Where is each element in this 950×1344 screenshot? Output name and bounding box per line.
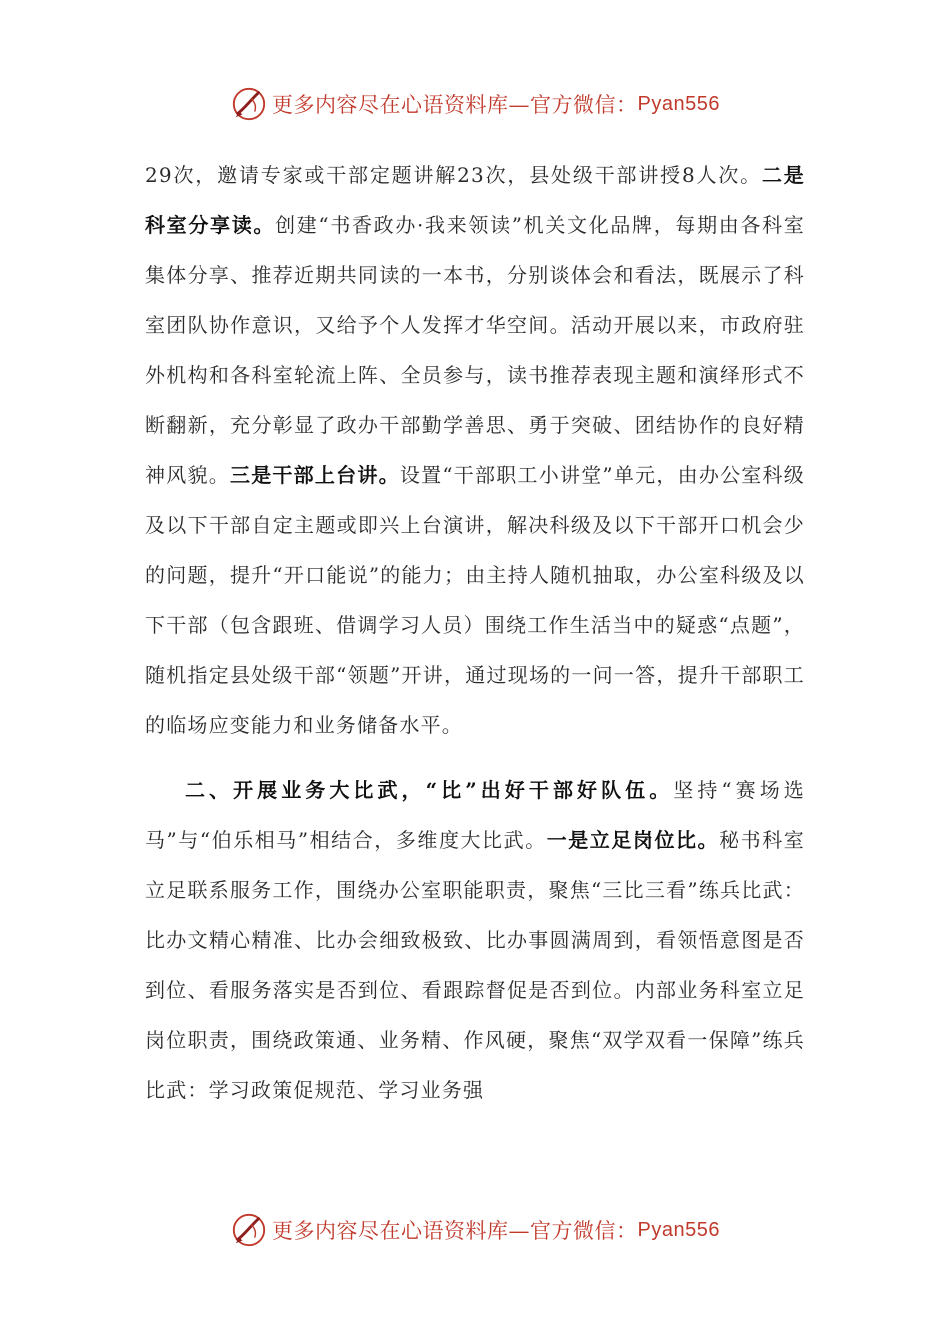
- pen-nib-icon: [230, 1211, 268, 1249]
- header-wechat-id: Pyan556: [637, 92, 720, 115]
- bold-heading: 一是立足岗位比。: [546, 828, 720, 852]
- footer-banner: [0, 1210, 950, 1250]
- document-body: [145, 150, 805, 1115]
- bold-heading: 三是干部上台讲。: [229, 463, 400, 487]
- header-banner: [0, 84, 950, 124]
- text-run: 创建“书香政办·我来领读”机关文化品牌，每期由各科室集体分享、推荐近期共同读的一本书，分别谈体会和看法，既展示了科室团队协作意识，又给予个人发挥才华空间。活动开展以来，市政府驻外机构和各科室轮流上阵、全员参与，读书推荐表现主题和演绎形式不断翻新，充分彰显了政办干部勤学善思、勇于突破、团结协作的良好精神风貌。: [145, 213, 805, 487]
- text-run: 秘书科室立足联系服务工作，围绕办公室职能职责，聚焦“三比三看”练兵比武：比办文精心精准、比办会细致极致、比办事圆满周到，看领悟意图是否到位、看服务落实是否到位、看跟踪督促是否到位。内部业务科室立足岗位职责，围绕政策通、业务精、作风硬，聚焦“双学双看一保障”练兵比武：学习政策促规范、学习业务强: [145, 828, 805, 1102]
- text-run: 29次，邀请专家或干部定题讲解23次，县处级干部讲授8人次。: [145, 163, 762, 187]
- text-run: 坚持“赛场选马”与“伯乐相马”相结合，多维度大比武。: [145, 778, 805, 852]
- paragraph-1: [145, 150, 805, 750]
- paragraph-2: [145, 765, 805, 1115]
- text-run: 设置“干部职工小讲堂”单元，由办公室科级及以下干部自定主题或即兴上台演讲，解决科级及以下干部开口机会少的问题，提升“开口能说”的能力；由主持人随机抽取，办公室科级及以下干部（包含跟班、借调学习人员）围绕工作生活当中的疑惑“点题”，随机指定县处级干部“领题”开讲，通过现场的一问一答，提升干部职工的临场应变能力和业务储备水平。: [145, 463, 805, 737]
- bold-heading: 二是科室分享读。: [145, 163, 806, 237]
- footer-wechat-id: Pyan556: [637, 1218, 720, 1241]
- footer-banner-text: 更多内容尽在心语资料库—官方微信：: [272, 1219, 638, 1243]
- header-banner-text: 更多内容尽在心语资料库—官方微信：: [272, 93, 638, 117]
- pen-nib-icon: [230, 85, 268, 123]
- section-heading: 二、开展业务大比武，“比”出好干部好队伍。: [185, 778, 674, 802]
